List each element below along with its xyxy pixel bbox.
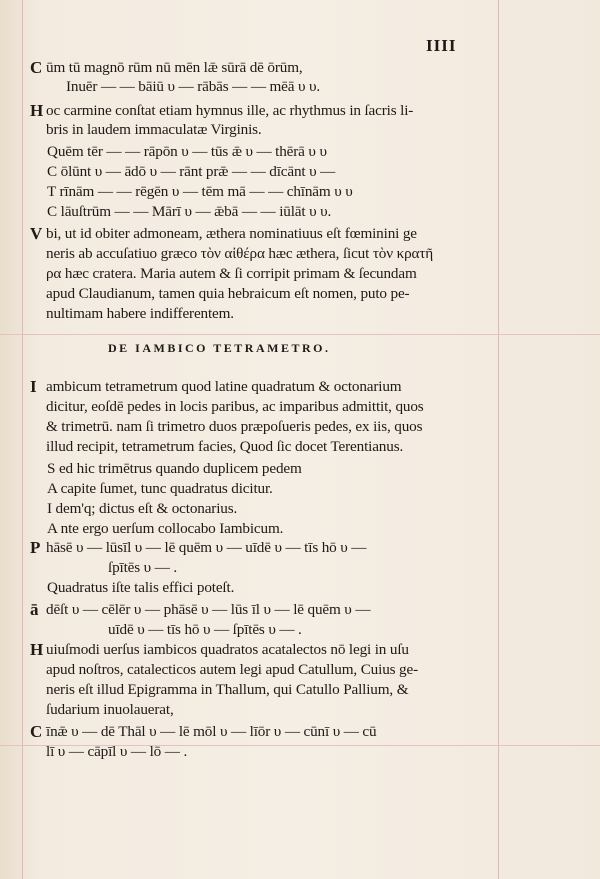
text-line: ſudarium inuolauerat, — [46, 701, 174, 718]
text-line: bris in laudem immaculatæ Virginis. — [46, 121, 262, 138]
text-line: illud recipit, tetrametrum facies, Quod ſic docet Terentianus. — [46, 438, 404, 455]
text-line: ρα hæc cratera. Maria autem & ſi corripit primam & ſecundam — [46, 265, 417, 282]
verse-line: C ōlūnt υ — ādō υ — rānt prǣ — — dīcānt υ — — [47, 163, 336, 180]
text-line: Inuēr — — bāiū υ — rābās — — mēā υ υ. — [66, 78, 321, 95]
section-heading: DE IAMBICO TETRAMETRO. — [108, 341, 331, 355]
text-line: dicitur, eoſdē pedes in locis paribus, ac imparibus admittit, quos — [46, 398, 424, 415]
text-line: ūm tū magnō rūm nū mēn lǣ sūrā dē ōrūm, — [46, 59, 303, 76]
text-line: neris eſt illud Epigramma in Thallum, qui Catullo Pallium, & — [46, 681, 409, 698]
text-line: & trimetrū. nam ſi trimetro duos præpoſueris pedes, ex iis, quos — [46, 418, 423, 435]
verse-line: T rīnām — — rēgēn υ — tēm mā — — chīnām υ υ — [47, 183, 353, 200]
scansion-line: lī υ — cāpīl υ — lō — . — [46, 743, 188, 760]
initial-letter: I — [30, 377, 37, 396]
verse-line: A capite ſumet, tunc quadratus dicitur. — [47, 480, 273, 497]
scansion-line: ſpītēs υ — . — [108, 559, 177, 576]
initial-letter: P — [30, 538, 41, 557]
text-line: neris ab accuſatiuo græco τὸν αἰθέρα hæc æthera, ſicut τὸν κρατῆ — [46, 245, 434, 262]
text-line: apud Claudianum, tamen quia hebraicum eſt nomen, puto pe- — [46, 285, 410, 302]
text-line: nultimam habere indifferentem. — [46, 305, 234, 322]
text-line: ambicum tetrametrum quod latine quadratum & octonarium — [46, 378, 402, 395]
initial-letter: ā — [30, 600, 39, 619]
text-line: Quadratus iſte talis effici poteſt. — [47, 579, 235, 596]
verse-line: I dem'q; dictus eſt & octonarius. — [47, 500, 238, 517]
initial-letter: C — [30, 58, 43, 77]
initial-letter: V — [30, 224, 43, 243]
ruled-line — [0, 334, 600, 335]
verse-line: A nte ergo uerſum collocabo Iambicum. — [47, 520, 284, 537]
folio-number: IIII — [426, 36, 457, 55]
verse-line: S ed hic trimētrus quando duplicem pedem — [47, 460, 302, 477]
text-line: uiuſmodi uerſus iambicos quadratos acatalectos nō legi in uſu — [46, 641, 409, 658]
margin-rule-left — [22, 0, 23, 879]
initial-letter: H — [30, 640, 44, 659]
scansion-line: uīdē υ — tīs hō υ — ſpītēs υ — . — [108, 621, 302, 638]
scansion-line: īnǣ υ — dē Thāl υ — lē mōl υ — līōr υ — cūnī υ — cū — [46, 723, 377, 740]
verse-line: Quēm tēr — — rāpōn υ — tūs ǣ υ — thērā υ υ — [47, 143, 327, 160]
initial-letter: C — [30, 722, 43, 741]
verse-line: C lāuſtrūm — — Mārī υ — ǣbā — — iūlāt υ υ. — [47, 203, 332, 220]
text-line: apud noſtros, catalecticos autem legi apud Catullum, Cuius ge- — [46, 661, 418, 678]
text-line: bi, ut id obiter admoneam, æthera nominatiuus eſt fœminini ge — [46, 225, 417, 242]
scansion-line: hāsē υ — lūsīl υ — lē quēm υ — uīdē υ — tīs hō υ — — [46, 539, 367, 556]
text-line: oc carmine conſtat etiam hymnus ille, ac rhythmus in ſacris li- — [46, 102, 414, 119]
scansion-line: dēſt υ — cēlēr υ — phāsē υ — lūs īl υ — lē quēm υ — — [46, 601, 371, 618]
initial-letter: H — [30, 101, 44, 120]
